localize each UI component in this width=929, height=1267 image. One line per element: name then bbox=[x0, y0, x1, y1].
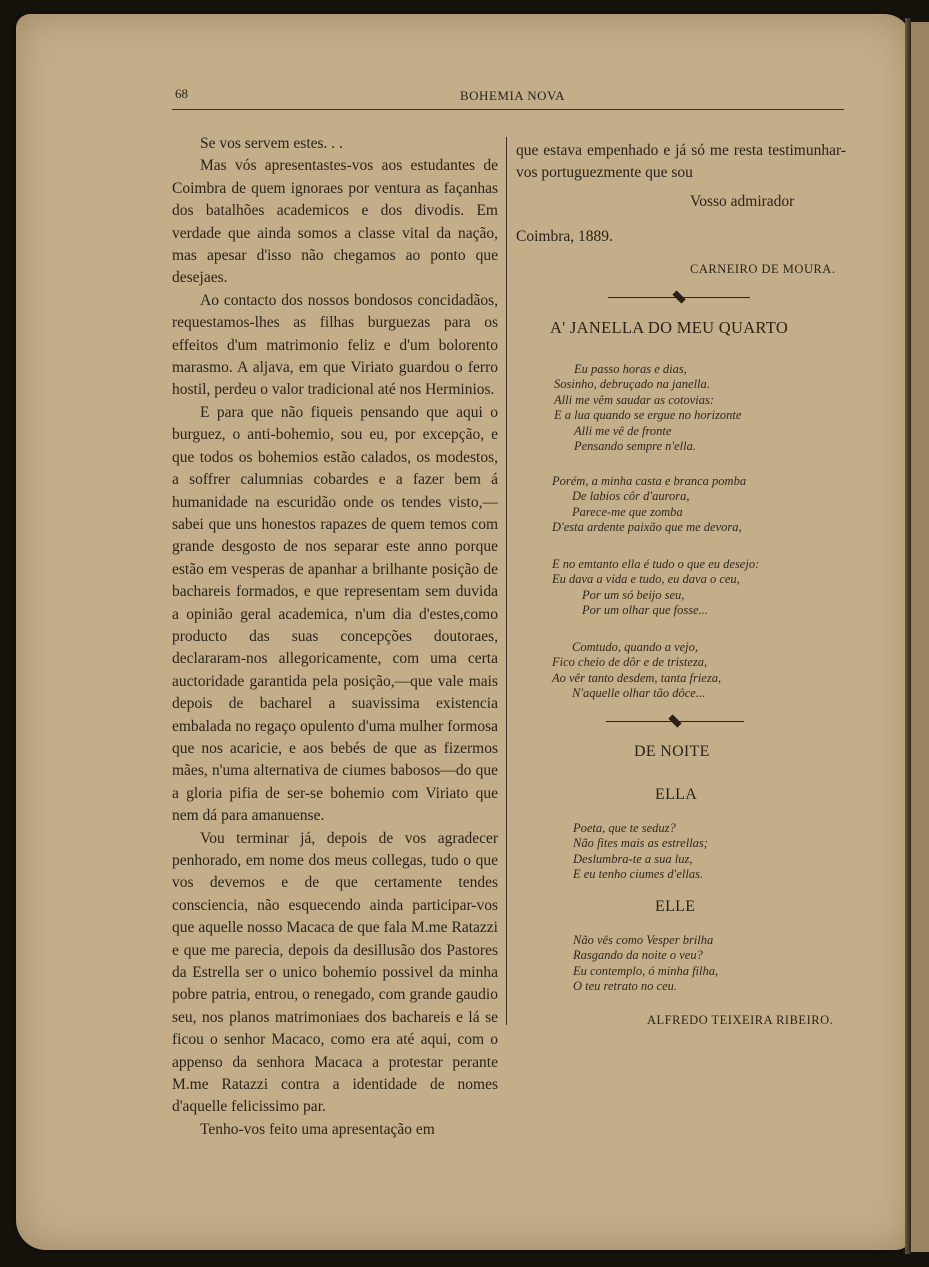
book-binding bbox=[905, 18, 911, 1254]
poem-line: O teu retrato no ceu. bbox=[573, 979, 678, 994]
poem-line: N'aquelle olhar tão dôce... bbox=[572, 686, 706, 701]
poem-line: E no emtanto ella é tudo o que eu desejo: bbox=[552, 557, 760, 571]
paragraph: E para que não fiqueis pensando que aqui o burguez, o anti-bohemio, sou eu, por excepção, e que todos os bohemios estão calados, os modestos, a soffrer calumnias cobardes e a fazer bem á humanidade na escuridão onde os tendes visto,—sabei que uns honestos rapazes de quem temos com grande desgosto de nos separar este anno porque estão em vesperas de apanhar a brilhante posição de bachareis formados, e que representam sem duvida a opinião geral academica, n'um dia d'estes,como producto das suas concepções doutoraes, declararam-nos allegoricamente, com uma certa auctoridade garantida pela posição,—que vale mais depois de bacharel a suavissima existencia embalada no regaço opulento d'uma mulher formosa que nos acaricie, e aos bebés de que as fizermos mães, n'uma alternativa de ciumes babosos—do que a gloria pifia de ser-se bohemio com Viriato que nem dá para amanuense. bbox=[172, 403, 498, 825]
poem-line: Sosinho, debruçado na janella. bbox=[554, 377, 710, 392]
poem-stanza bbox=[554, 362, 741, 454]
poem-line: Poeta, que te seduz? bbox=[573, 821, 676, 835]
paragraph: Ao contacto dos nossos bondosos concidadãos, requestamos-lhes as filhas burguezas para os effeitos d'um matrimonio feliz e d'um bolorento marasmo. A aljava, em que Viriato guardou o ferro hostil, perdeu o valor tradicional até nos Herminios. bbox=[172, 291, 498, 399]
paragraph: Tenho-vos feito uma apresentação em bbox=[200, 1120, 435, 1138]
letter-continuation: que estava empenhado e já só me resta testimunhar-vos portuguezmente que sou bbox=[516, 142, 846, 182]
poem-line: E eu tenho ciumes d'ellas. bbox=[573, 867, 704, 882]
paragraph: Vou terminar já, depois de vos agradecer penhorado, em nome dos meus collegas, tudo o que vos devemos e de que certamente tendes consciencia, não esquecendo ainda participar-vos que aquelle nosso Macaca de que fala M.me Ratazzi e que me parecia, depois da desillusão dos Pastores da Estrella ser o unico bohemio possivel da minha pobre patria, entrou, o renegado, com grande gaudio seu, nos planos matrimoniaes dos bachareis e lá se ficou o senhor Macaco, como era até aqui, com o appenso da senhora Macaca a protestar perante M.me Ratazzi contra a identidade de nomes d'aquelle felicissimo par. bbox=[172, 829, 498, 1116]
poem-line: Deslumbra-te a sua luz, bbox=[573, 851, 693, 866]
poem-line: Alli me vê de fronte bbox=[574, 423, 672, 438]
poem-line: Porém, a minha casta e branca pomba bbox=[552, 474, 747, 488]
poem-line: Alli me vêm saudar as cotovias: bbox=[554, 392, 715, 407]
speaker-heading: ELLA bbox=[655, 786, 698, 803]
poem-line: Pensando sempre n'ella. bbox=[574, 439, 696, 454]
column-divider bbox=[506, 137, 507, 1025]
poem-line: Eu contemplo, ó minha filha, bbox=[573, 963, 719, 978]
poem-line: Não vês como Vesper brilha bbox=[573, 933, 714, 947]
ornament-divider bbox=[608, 294, 750, 302]
poem-line: Parece-me que zomba bbox=[572, 504, 683, 519]
letter-place-date: Coimbra, 1889. bbox=[516, 228, 613, 245]
poem-stanza bbox=[552, 474, 746, 536]
poem-line: Rasgando da noite o veu? bbox=[573, 948, 703, 963]
poem-line: Fico cheio de dôr e de tristeza, bbox=[552, 655, 708, 670]
poem-title: DE NOITE bbox=[634, 743, 710, 760]
page-number: 68 bbox=[175, 86, 188, 101]
paragraph: Mas vós apresentastes-vos aos estudantes de Coimbra de quem ignoraes por ventura as façanhas dos batalhões academicos e dos divodis. Em verdade que ainda somos a classe vital da nação, mas apesar d'isso não chegamos ao ponto que desejaes. bbox=[172, 157, 498, 287]
left-column-text bbox=[172, 133, 498, 1141]
poem-stanza bbox=[573, 821, 708, 883]
poem-author: ALFREDO TEIXEIRA RIBEIRO. bbox=[647, 1013, 834, 1027]
poem-line: Ao vêr tanto desdem, tanta frieza, bbox=[552, 670, 722, 685]
poem-stanza bbox=[552, 640, 721, 702]
poem-line: Não fites mais as estrellas; bbox=[573, 836, 708, 851]
speaker-heading: ELLE bbox=[655, 898, 696, 915]
paragraph: Se vos servem estes. . . bbox=[200, 135, 343, 152]
poem-line: Por um olhar que fosse... bbox=[582, 603, 709, 618]
ornament-divider bbox=[606, 718, 744, 726]
poem-line: Comtudo, quando a vejo, bbox=[572, 640, 699, 654]
letter-author: CARNEIRO DE MOURA. bbox=[690, 262, 836, 276]
poem-line: E a lua quando se ergue no horizonte bbox=[554, 408, 742, 423]
poem-line: De labios côr d'aurora, bbox=[572, 489, 690, 504]
poem-line: D'esta ardente paixão que me devora, bbox=[552, 520, 742, 535]
poem-stanza bbox=[552, 557, 759, 619]
running-header-title: BOHEMIA NOVA bbox=[460, 88, 566, 103]
poem-stanza bbox=[573, 933, 718, 995]
poem-line: Eu passo horas e dias, bbox=[574, 362, 687, 376]
poem-line: Eu dava a vida e tudo, eu dava o ceu, bbox=[552, 572, 740, 587]
poem-line: Por um só beijo seu, bbox=[582, 587, 685, 602]
header-rule bbox=[172, 109, 844, 110]
letter-closing: Vosso admirador bbox=[690, 193, 795, 210]
poem-title: A' JANELLA DO MEU QUARTO bbox=[550, 318, 789, 337]
